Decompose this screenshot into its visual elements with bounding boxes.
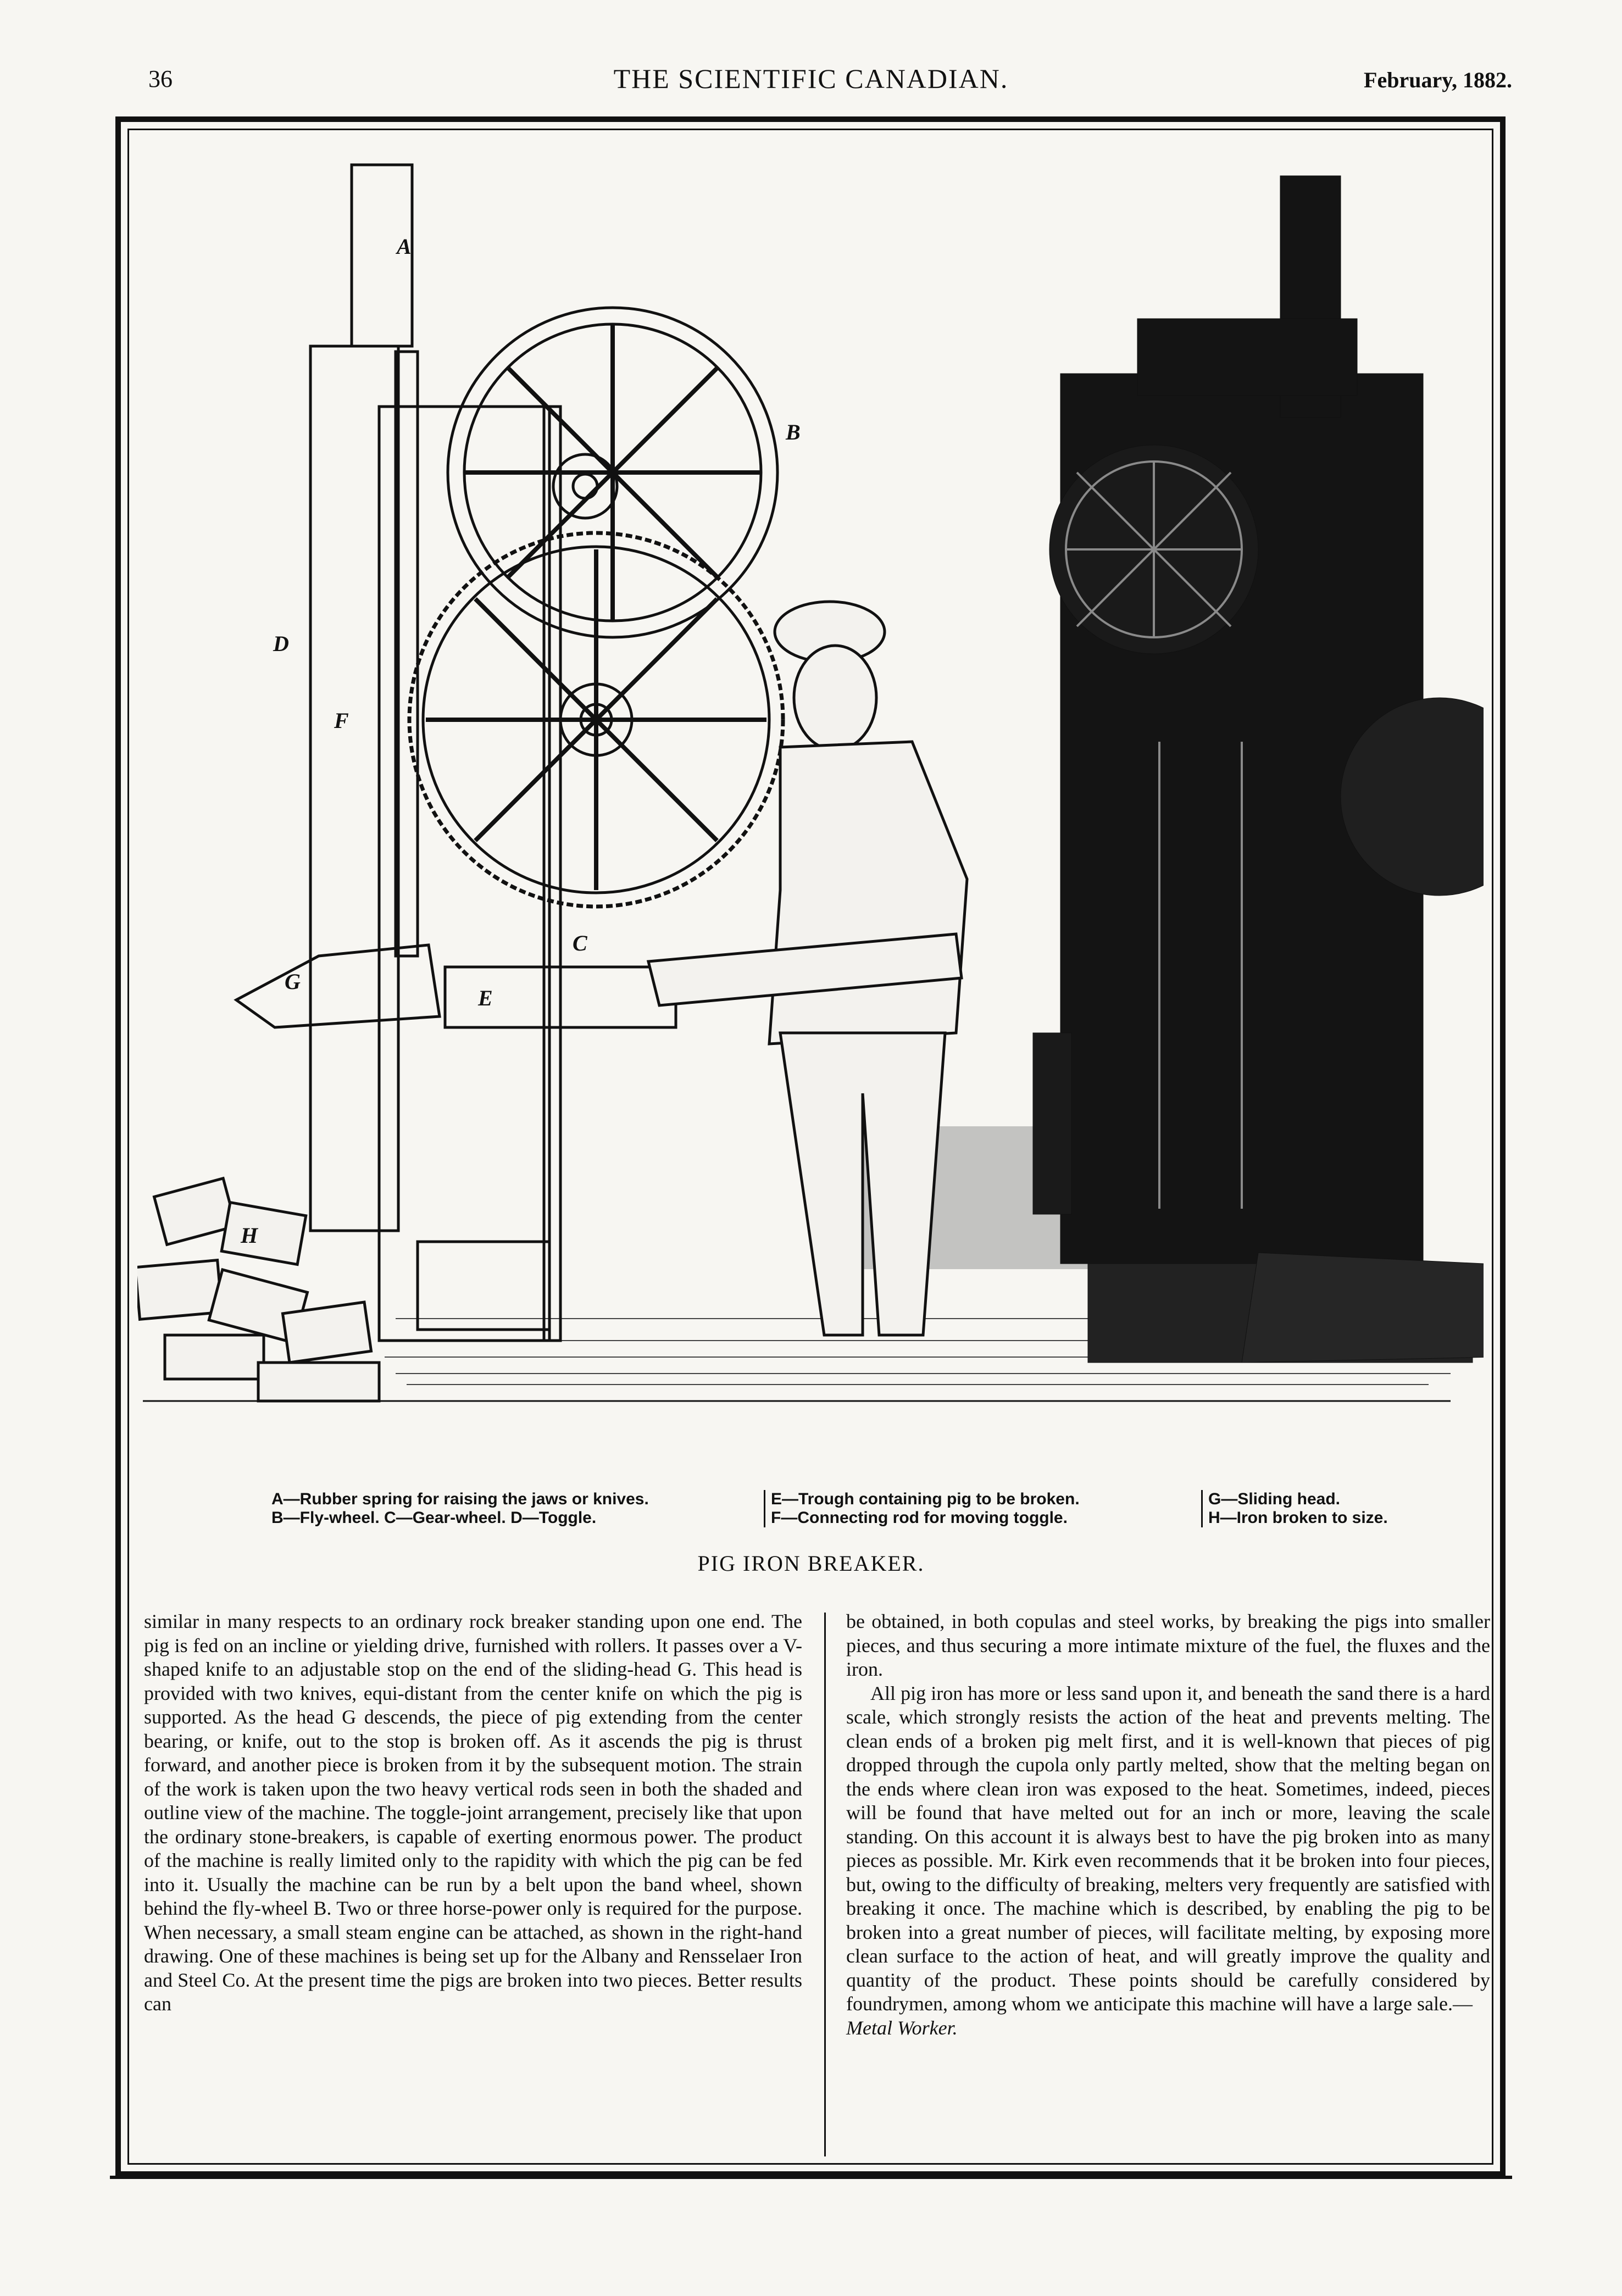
caption-line: E—Trough containing pig to be broken. xyxy=(771,1490,1080,1508)
caption-line: F—Connecting rod for moving toggle. xyxy=(771,1509,1068,1527)
label-b: B xyxy=(786,420,801,444)
label-c: C xyxy=(573,931,587,955)
journal-title: THE SCIENTIFIC CANADIAN. xyxy=(613,63,1009,94)
caption-line: B—Fly-wheel. C—Gear-wheel. D—Toggle. xyxy=(271,1509,597,1527)
outline-machine xyxy=(236,165,783,1341)
workman-figure xyxy=(648,602,967,1335)
caption-column-2 xyxy=(764,1490,1080,1527)
page-number: 36 xyxy=(148,65,173,92)
broken-iron-pile xyxy=(137,1178,379,1401)
caption-line: H—Iron broken to size. xyxy=(1208,1509,1388,1527)
bottom-rule xyxy=(110,2176,1512,2179)
figure-title: PIG IRON BREAKER. xyxy=(697,1551,925,1576)
shaded-machine xyxy=(1033,176,1484,1363)
figure-letter-labels xyxy=(240,234,801,1248)
caption-line: G—Sliding head. xyxy=(1208,1490,1341,1508)
article-paragraph: All pig iron has more or less sand upon it, and beneath the sand there is a hard scale, which strongly resists the action of the heat and prevents melting. The clean ends of a broken pig melt first, and it is well-known that pieces of pig dropped through the cupola only partly melted, show that the melting began on the ends where clean iron was exposed to the heat. Sometimes, indeed, pieces will be found that have melted out for an inch or more, leaving the scale standing. On this account it is always best to have the pig broken into as many pieces as possible. Mr. Kirk even recommends that it be broken into four pieces, but, owing to the difficulty of breaking, melters very frequently are satisfied with breaking it once. The machine which is described, by enabling the pig to be broken into a great number of pieces, will facilitate melting, by exposing more clean surface to the action of heat, and will greatly improve the quality and quantity of the product. These points should be carefully considered by foundrymen, among whom we anticipate this machine will have a large sale.— xyxy=(846,1682,1490,2015)
article-paragraph: similar in many respects to an ordinary rock breaker standing upon one end. The pig is fed on an incline or yielding drive, furnished with rollers. It passes over a V-shaped knife to an adjustable stop on the end of the sliding-head G. This head is provided with two knives, equi-distant from the center knife on which the pig is supported. As the head G descends, the piece of pig extending from the center bearing, or knife, out to the stop is broken off. As it ascends the pig is thrust forward, and another piece is broken from it by the subsequent motion. The strain of the work is taken upon the two heavy vertical rods seen in both the shaded and outline view of the machine. The toggle-joint arrangement, precisely like that upon the ordinary stone-breakers, is capable of exerting enormous power. The product of the machine is really limited only to the rapidity with which the pig can be fed into it. Usually the machine can be run by a belt upon the band wheel, shown behind the fly-wheel B. Two or three horse-power only is required for the purpose. When necessary, a small steam engine can be attached, as shown in the right-hand drawing. One of these machines is being set up for the Albany and Rensselaer Iron and Steel Co. At the present time the pigs are broken into two pieces. Better results can xyxy=(144,1610,802,2015)
label-f: F xyxy=(334,708,349,733)
article-signature: Metal Worker. xyxy=(846,2016,958,2039)
pig-iron-breaker-engraving xyxy=(137,143,1484,1456)
article-column-right xyxy=(846,1610,1490,2040)
label-d: D xyxy=(273,631,289,656)
label-g: G xyxy=(285,969,301,994)
caption-column-3 xyxy=(1201,1490,1388,1527)
caption-line: A—Rubber spring for raising the jaws or knives. xyxy=(271,1490,649,1508)
column-divider xyxy=(824,1613,826,2156)
article-paragraph: be obtained, in both copulas and steel works, by breaking the pigs into smaller pieces, and thus securing a more intimate mixture of the fuel, the fluxes and the iron. xyxy=(846,1610,1490,1680)
article-column-left xyxy=(144,1610,802,2016)
outline-machine-spokes xyxy=(426,324,766,890)
label-e: E xyxy=(478,986,493,1010)
label-a: A xyxy=(397,234,412,259)
issue-date: February, 1882. xyxy=(1364,68,1512,92)
label-h: H xyxy=(241,1223,258,1248)
caption-column-1 xyxy=(271,1490,649,1527)
